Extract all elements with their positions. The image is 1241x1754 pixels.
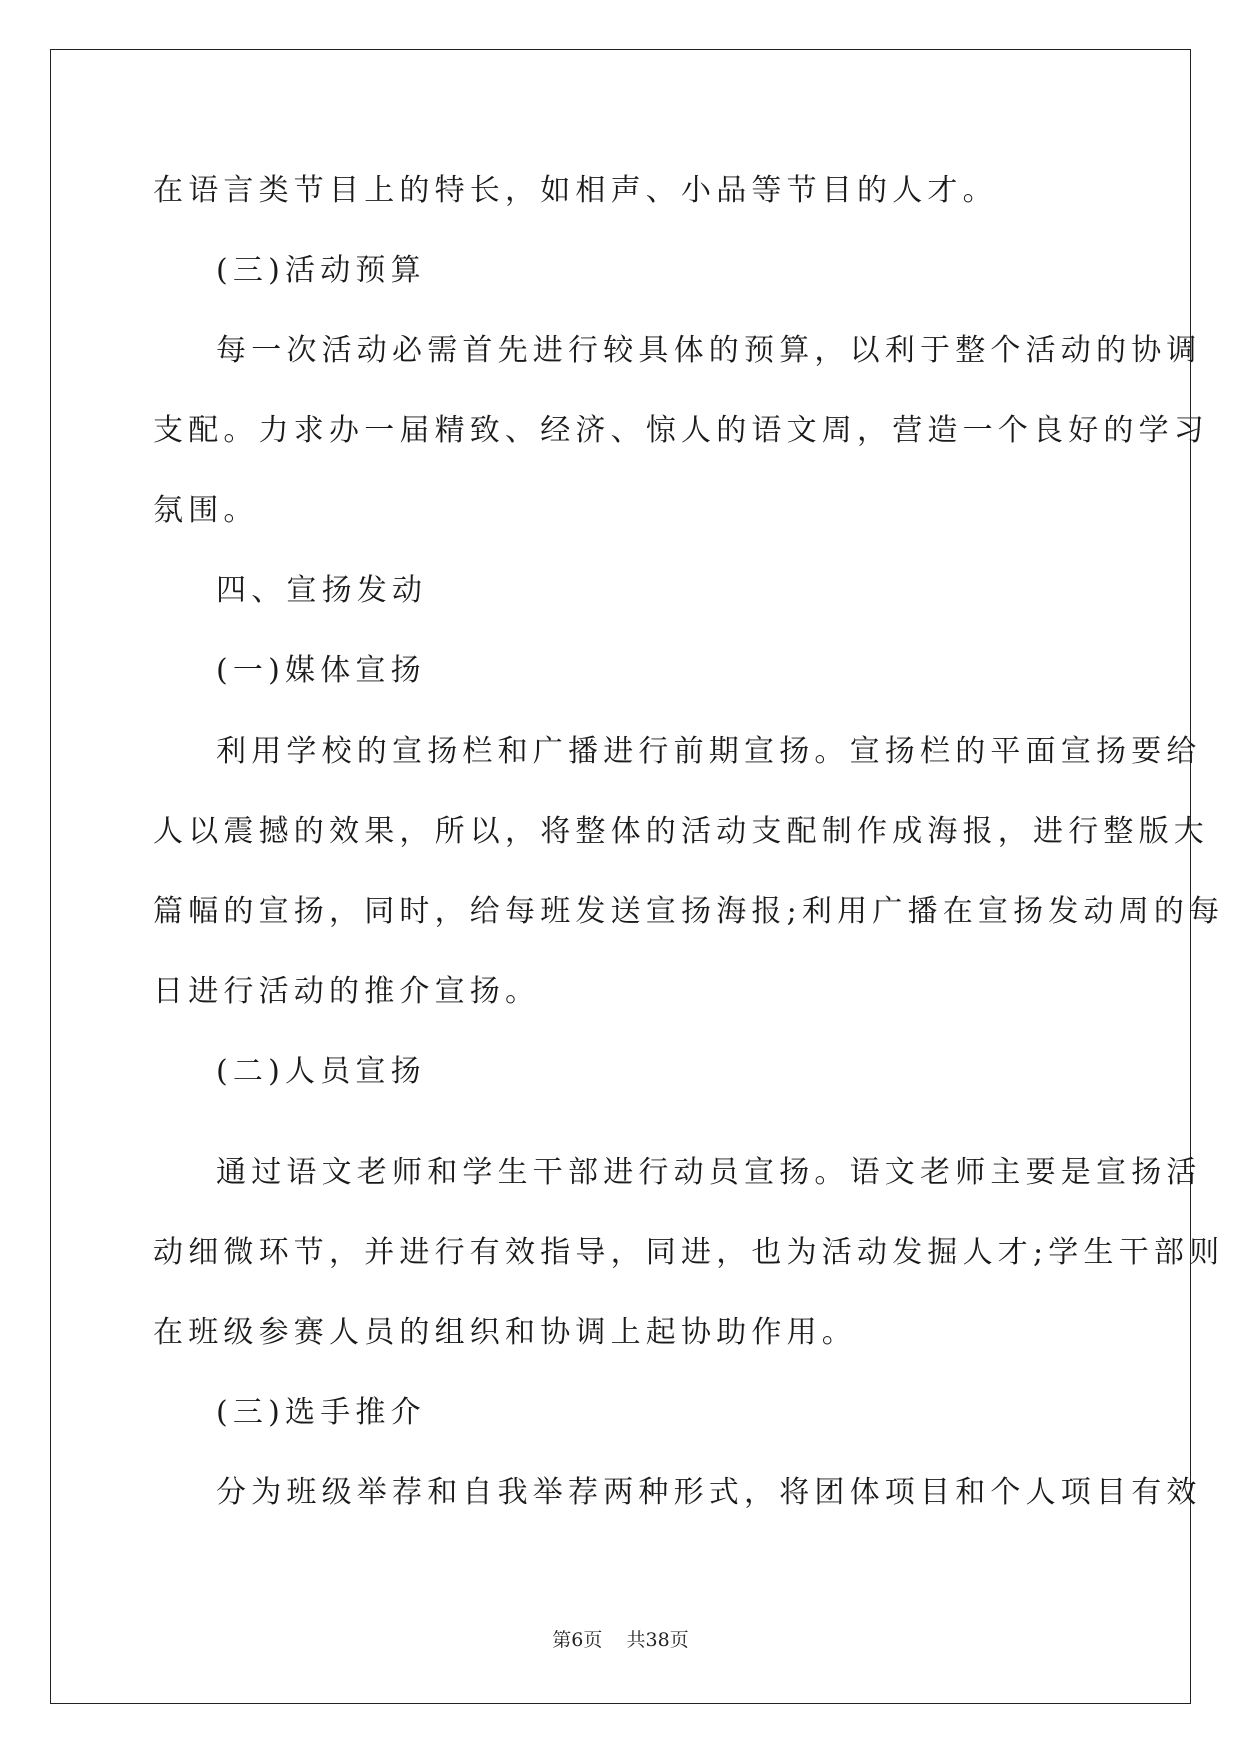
paragraph-line: 人以震撼的效果，所以，将整体的活动支配制作成海报，进行整版大 bbox=[153, 814, 1209, 849]
paragraph-line: 篇幅的宣扬，同时，给每班发送宣扬海报;利用广播在宣扬发动周的每 bbox=[153, 894, 1225, 929]
paragraph-line: 日进行活动的推介宣扬。 bbox=[153, 974, 541, 1009]
paragraph-line: 在班级参赛人员的组织和协调上起协助作用。 bbox=[153, 1315, 857, 1350]
page-footer bbox=[0, 1628, 1241, 1652]
subheading-activity-budget: (三)活动预算 bbox=[216, 253, 426, 288]
subheading-staff-publicity: (二)人员宣扬 bbox=[216, 1054, 426, 1089]
paragraph-line: 分为班级举荐和自我举荐两种形式，将团体项目和个人项目有效 bbox=[216, 1475, 1202, 1510]
paragraph-line: 利用学校的宣扬栏和广播进行前期宣扬。宣扬栏的平面宣扬要给 bbox=[216, 734, 1202, 769]
paragraph-line: 在语言类节目上的特长，如相声、小品等节目的人才。 bbox=[153, 173, 998, 208]
paragraph-line: 每一次活动必需首先进行较具体的预算，以利于整个活动的协调 bbox=[216, 333, 1202, 368]
subheading-player-recommendation: (三)选手推介 bbox=[216, 1395, 426, 1430]
page-border bbox=[50, 49, 1191, 1704]
subheading-media-publicity: (一)媒体宣扬 bbox=[216, 653, 426, 688]
section-heading-publicity: 四、宣扬发动 bbox=[216, 573, 428, 608]
total-pages: 共38页 bbox=[626, 1629, 689, 1651]
page-number: 第6页 bbox=[552, 1629, 603, 1651]
paragraph-line: 支配。力求办一届精致、经济、惊人的语文周，营造一个良好的学习 bbox=[153, 413, 1209, 448]
paragraph-line: 动细微环节，并进行有效指导，同进，也为活动发掘人才;学生干部则 bbox=[153, 1235, 1225, 1270]
paragraph-line: 氛围。 bbox=[153, 493, 259, 528]
paragraph-line: 通过语文老师和学生干部进行动员宣扬。语文老师主要是宣扬活 bbox=[216, 1155, 1202, 1190]
